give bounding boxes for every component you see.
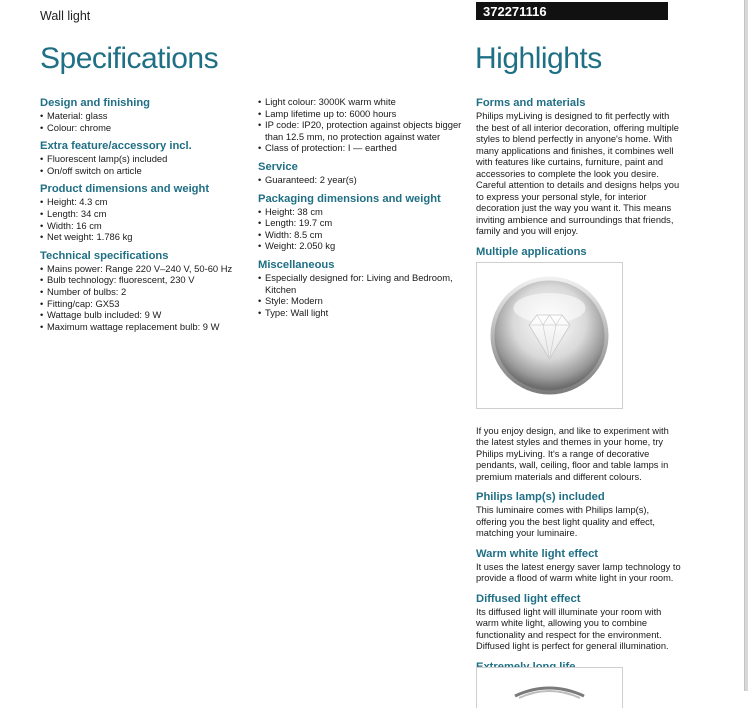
highlight-text: Its diffused light will illuminate your room with warm white light, allowing you to combine functionality and respect for the environment. Diffused light is perfect for general illumination. [476, 606, 669, 651]
spec-section-packaging [258, 192, 463, 252]
highlight-philips-lamps [476, 490, 681, 540]
spec-item: • Wattage bulb included: 9 W [40, 309, 245, 321]
spec-item: • Number of bulbs: 2 [40, 286, 245, 298]
spec-item: • Length: 34 cm [40, 208, 245, 220]
spec-item: • Height: 38 cm [258, 206, 463, 218]
spec-item: • Fitting/cap: GX53 [40, 298, 245, 310]
specifications-column-1 [40, 96, 245, 338]
diamond-icon [477, 263, 622, 408]
spec-item: • Maximum wattage replacement bulb: 9 W [40, 321, 245, 333]
spec-section-extra-feature [40, 139, 245, 176]
spec-item: • Style: Modern [258, 295, 463, 307]
highlights-column [476, 96, 681, 681]
diamond-icon-image [476, 262, 623, 409]
spec-section-technical [40, 249, 245, 333]
product-code-badge: 372271116 [476, 2, 668, 20]
spec-item: • Mains power: Range 220 V–240 V, 50-60 Hz [40, 263, 245, 275]
spec-item: • Bulb technology: fluorescent, 230 V [40, 274, 245, 286]
document-label: Wall light [40, 9, 91, 23]
highlight-title: Warm white light effect [476, 547, 599, 560]
highlight-text: If you enjoy design, and like to experiment with the latest styles and themes in your home, try Philips myLiving. It's a range of decorative pendants, wall, ceiling, floor and table lamps in premium materials and different colours. [476, 425, 669, 482]
spec-item: • Height: 4.3 cm [40, 196, 245, 208]
specifications-title: Specifications [40, 42, 219, 75]
spec-item: • Net weight: 1.786 kg [40, 231, 245, 243]
spec-section-title: Extra feature/accessory incl. [40, 140, 192, 153]
spec-section-title: Technical specifications [40, 249, 169, 262]
lamp-icon [477, 668, 622, 708]
spec-item: • Width: 16 cm [40, 220, 245, 232]
spec-section-technical-continued [258, 96, 463, 154]
spec-item: • Guaranteed: 2 year(s) [258, 174, 463, 186]
highlight-forms-materials [476, 96, 681, 238]
highlight-title: Diffused light effect [476, 592, 581, 605]
spec-item: • Length: 19.7 cm [258, 217, 463, 229]
spec-section-product-dimensions [40, 182, 245, 242]
highlight-title: Multiple applications [476, 245, 587, 258]
highlight-diffused-light [476, 592, 681, 653]
spec-item: • On/off switch on article [40, 165, 245, 177]
spec-item: • Type: Wall light [258, 307, 463, 319]
spec-section-title: Packaging dimensions and weight [258, 192, 441, 205]
page-edge [744, 0, 748, 691]
specifications-column-2 [258, 96, 463, 324]
spec-item: • Width: 8.5 cm [258, 229, 463, 241]
spec-section-title: Design and finishing [40, 97, 151, 109]
highlight-text: This luminaire comes with Philips lamp(s), offering you the best light quality and effect, matching your luminaire. [476, 505, 656, 538]
highlight-warm-white [476, 547, 681, 585]
spec-item: • IP code: IP20, protection against objects bigger than 12.5 mm, no protection against water [258, 119, 463, 142]
spec-item: • Fluorescent lamp(s) included [40, 153, 245, 165]
spec-item: • Material: glass [40, 110, 245, 122]
spec-item: • Light colour: 3000K warm white [258, 96, 463, 108]
spec-section-service [258, 160, 463, 186]
spec-section-miscellaneous [258, 258, 463, 318]
spec-section-title: Product dimensions and weight [40, 183, 210, 196]
highlights-title: Highlights [475, 42, 602, 75]
spec-item: • Class of protection: I — earthed [258, 142, 463, 154]
highlight-multiple-applications [476, 245, 681, 484]
spec-section-design [40, 96, 245, 133]
long-life-icon-image [476, 667, 623, 708]
spec-section-title: Service [258, 160, 298, 173]
highlight-title: Philips lamp(s) included [476, 491, 605, 503]
highlight-text: It uses the latest energy saver lamp technology to provide a flood of warm white light in your room. [476, 561, 681, 583]
spec-item: • Weight: 2.050 kg [258, 240, 463, 252]
highlight-text: Philips myLiving is designed to fit perfectly with the best of all interior decoration, offering multiple styles to blend perfectly in anyone's home. With many applications and finishes, it combines well with features like curtains, furniture, paint and accessories to complete the look you desire. Careful attention to details and designs helps you to express your personal style, for interior decoration just the way you want it. This means inviting ambience and surroundings that friends, family and you will enjoy. [476, 111, 680, 236]
spec-section-title: Miscellaneous [258, 258, 335, 271]
spec-item: • Colour: chrome [40, 122, 245, 134]
highlight-title: Forms and materials [476, 97, 586, 109]
spec-item: • Lamp lifetime up to: 6000 hours [258, 108, 463, 120]
spec-item: • Especially designed for: Living and Bedroom, Kitchen [258, 272, 463, 295]
